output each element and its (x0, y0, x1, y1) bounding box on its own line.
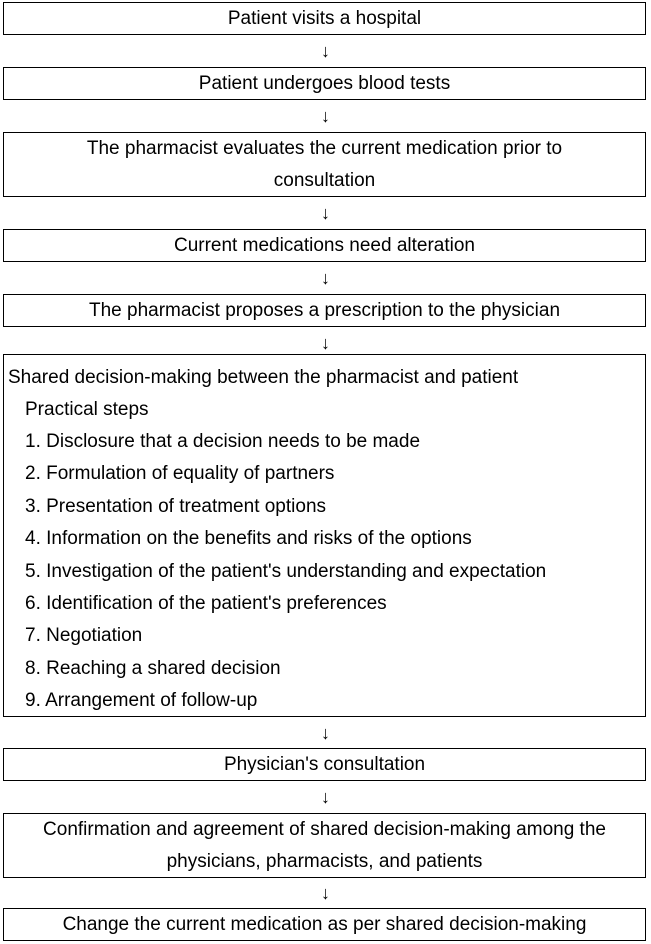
flow-arrow-icon: ↓ (321, 41, 330, 61)
step-label: Physician's consultation (223, 753, 426, 775)
practical-step-item: 1. Disclosure that a decision needs to be made (25, 431, 421, 452)
step-pharmacist-proposes (3, 294, 646, 327)
practical-step-item: 2. Formulation of equality of partners (25, 463, 335, 485)
step-label: The pharmacist evaluates the current medication prior to consultation (86, 137, 563, 191)
step-change-medication (3, 908, 646, 941)
step-label: The pharmacist proposes a prescription to the physician (88, 299, 561, 321)
shared-decision-making-box (3, 354, 646, 717)
flow-arrow-icon: ↓ (321, 723, 330, 743)
practical-step-item: 3. Presentation of treatment options (25, 495, 327, 517)
flow-arrow-icon: ↓ (321, 268, 330, 288)
step-label: Patient visits a hospital (227, 7, 422, 29)
practical-step-item: 9. Arrangement of follow-up (25, 690, 258, 712)
flow-arrow-icon: ↓ (321, 787, 330, 807)
flow-arrow-icon: ↓ (321, 333, 330, 353)
flow-arrow-icon: ↓ (321, 883, 330, 903)
flow-arrow-icon: ↓ (321, 203, 330, 223)
step-label: Change the current medication as per shared decision-making (62, 913, 587, 935)
step-label: Confirmation and agreement of shared decision-making among the physicians, pharmacists, and patients (43, 818, 606, 872)
step-pharmacist-evaluates (3, 132, 646, 197)
practical-step-item: 5. Investigation of the patient's understanding and expectation (25, 560, 547, 582)
step-confirmation-agreement (3, 813, 646, 878)
practical-step-item: 6. Identification of the patient's preferences (25, 593, 387, 615)
practical-step-item: 4. Information on the benefits and risks of the options (25, 528, 472, 550)
step-label: Current medications need alteration (173, 234, 475, 256)
step-blood-tests (3, 67, 646, 100)
practical-steps-heading: Practical steps (25, 399, 149, 420)
step-patient-visits-hospital (3, 2, 646, 35)
practical-step-item: 7. Negotiation (25, 625, 143, 647)
practical-steps-list (25, 426, 546, 718)
flow-arrow-icon: ↓ (321, 106, 330, 126)
shared-decision-title: Shared decision-making between the pharmacist and patient (8, 367, 519, 388)
step-medication-alteration (3, 229, 646, 262)
practical-step-item: 8. Reaching a shared decision (25, 657, 281, 679)
step-label: Patient undergoes blood tests (198, 72, 451, 94)
step-physician-consultation (3, 748, 646, 781)
